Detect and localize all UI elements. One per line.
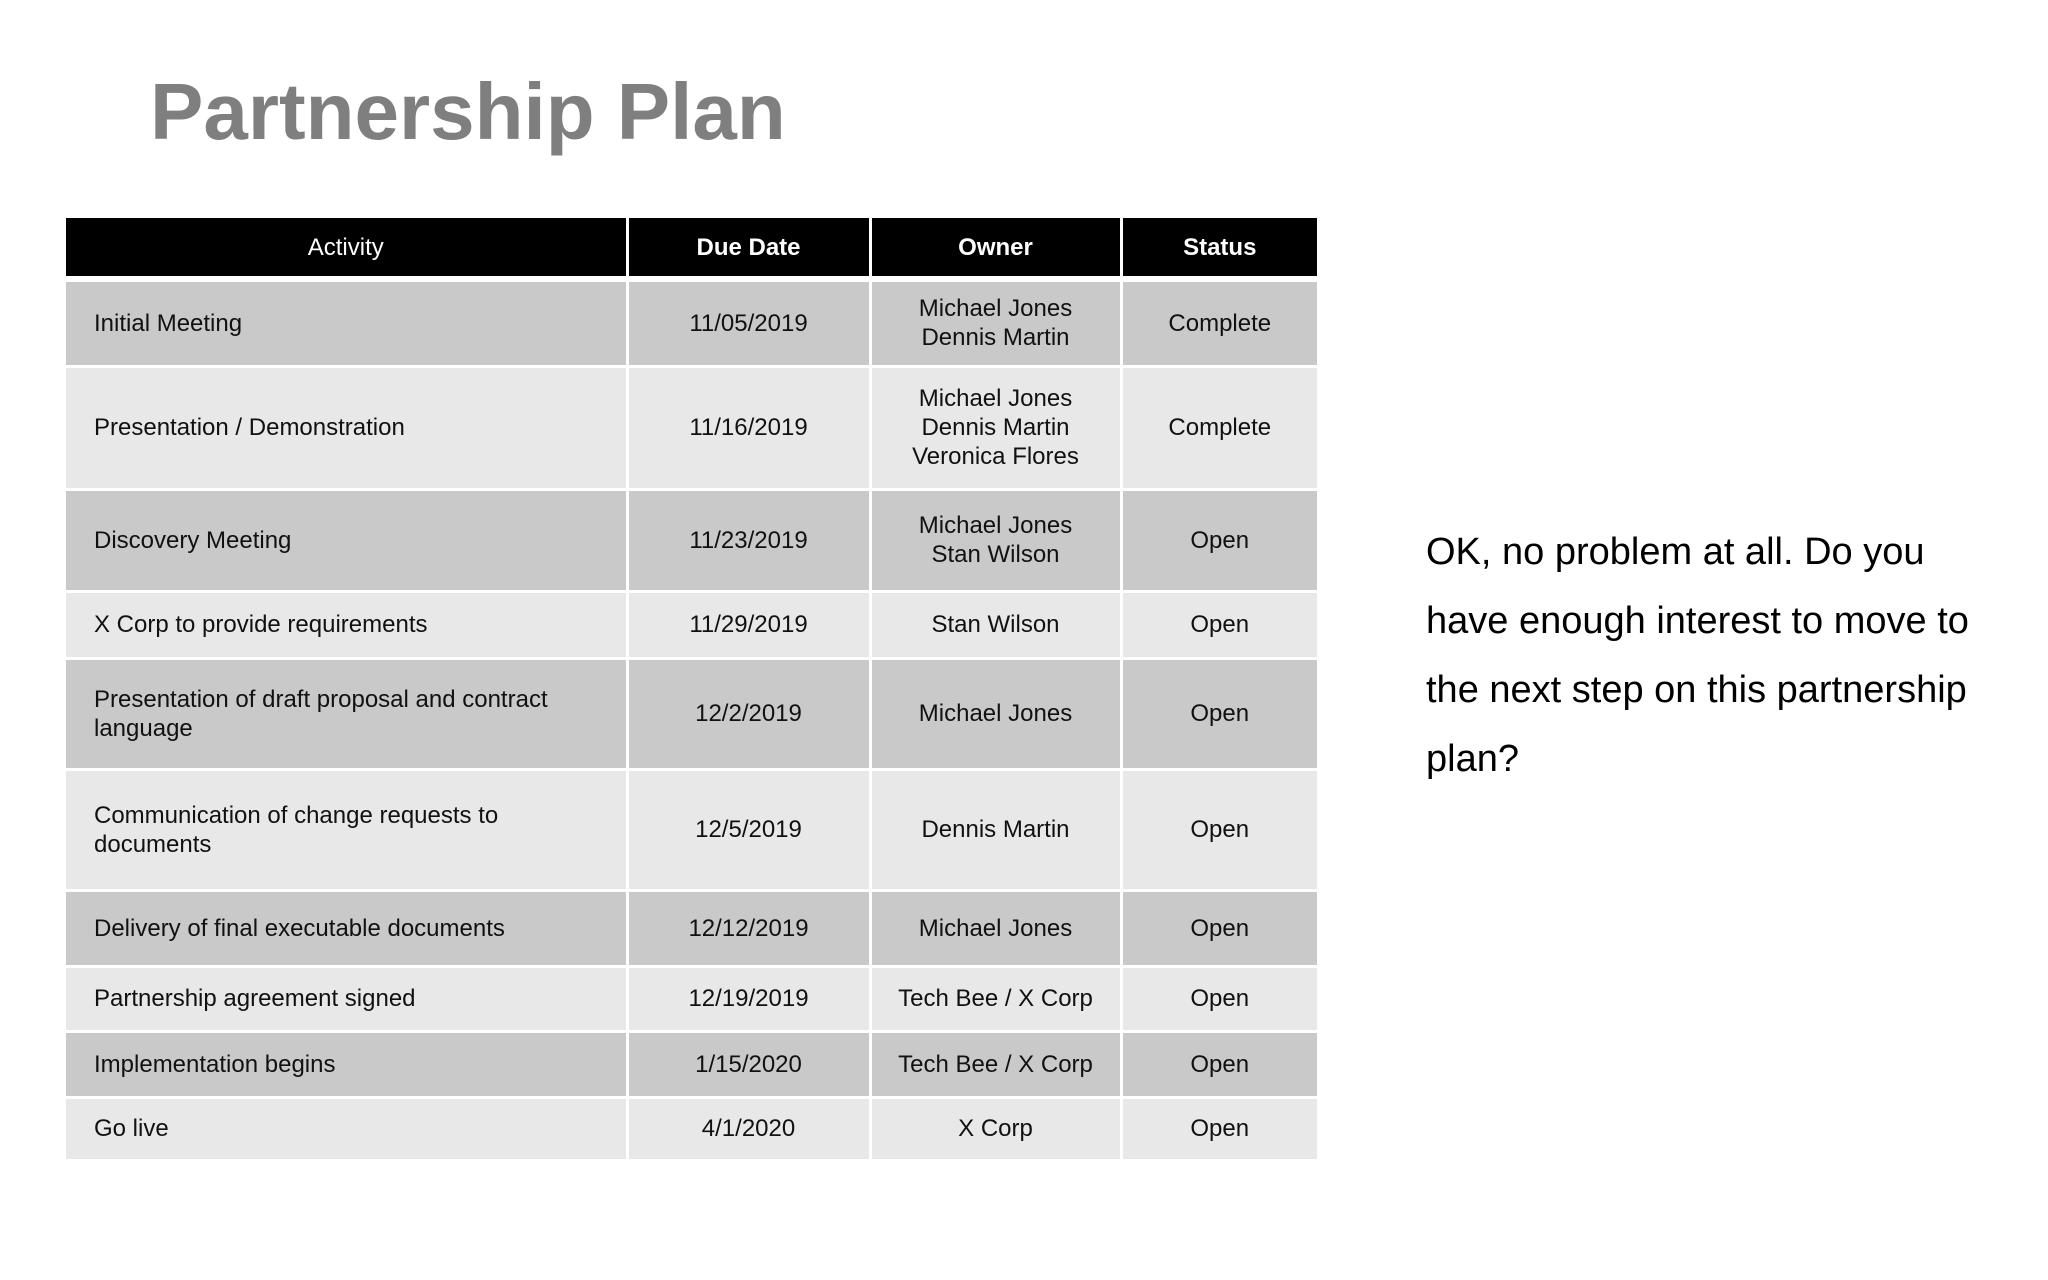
- due-date-cell: 12/2/2019: [627, 658, 870, 769]
- table-row: [66, 591, 1317, 658]
- table-row: [66, 966, 1317, 1031]
- owner-name: Tech Bee / X Corp: [898, 985, 1093, 1012]
- due-date-cell: 12/19/2019: [627, 966, 870, 1031]
- owner-name: Michael Jones: [918, 295, 1073, 323]
- activity-cell: Initial Meeting: [66, 279, 627, 366]
- table-row: [66, 890, 1317, 966]
- status-cell: Open: [1121, 591, 1317, 658]
- owner-name: X Corp: [958, 1115, 1033, 1142]
- owner-name: Michael Jones: [918, 914, 1073, 942]
- header-owner: Owner: [870, 218, 1121, 279]
- owner-cell: [870, 279, 1121, 366]
- header-due-date: Due Date: [627, 218, 870, 279]
- status-cell: Open: [1121, 769, 1317, 890]
- table-row: [66, 769, 1317, 890]
- owner-name: Dennis Martin: [921, 816, 1070, 843]
- table-body: [66, 279, 1317, 1160]
- owner-cell: [870, 489, 1121, 591]
- owner-name: Stan Wilson: [931, 541, 1060, 568]
- owner-name: Tech Bee / X Corp: [898, 1050, 1093, 1078]
- owner-name: Dennis Martin: [921, 414, 1070, 441]
- due-date-cell: 12/5/2019: [627, 769, 870, 890]
- speaker-prompt-text: OK, no problem at all. Do you have enough interest to move to the next step on this partnership plan?: [1426, 531, 1969, 780]
- table-row: [66, 366, 1317, 489]
- table-row: [66, 1097, 1317, 1160]
- owner-cell: [870, 1097, 1121, 1160]
- owner-name: Michael Jones: [918, 385, 1073, 412]
- owner-name: Stan Wilson: [931, 611, 1060, 638]
- activity-cell: Presentation / Demonstration: [66, 366, 627, 489]
- owner-cell: [870, 1031, 1121, 1097]
- status-cell: Open: [1121, 966, 1317, 1031]
- owner-name: Veronica Flores: [912, 443, 1079, 470]
- status-cell: Open: [1121, 890, 1317, 966]
- due-date-cell: 12/12/2019: [627, 890, 870, 966]
- header-status: Status: [1121, 218, 1317, 279]
- activity-cell: Discovery Meeting: [66, 489, 627, 591]
- owner-cell: [870, 658, 1121, 769]
- due-date-cell: 1/15/2020: [627, 1031, 870, 1097]
- owner-name: Michael Jones: [918, 512, 1073, 539]
- owner-name: Michael Jones: [918, 700, 1073, 727]
- due-date-cell: 11/29/2019: [627, 591, 870, 658]
- owner-cell: [870, 890, 1121, 966]
- status-cell: Complete: [1121, 366, 1317, 489]
- due-date-cell: 11/05/2019: [627, 279, 870, 366]
- owner-cell: [870, 966, 1121, 1031]
- activity-cell: Implementation begins: [66, 1031, 627, 1097]
- table-row: [66, 1031, 1317, 1097]
- partnership-plan-table: [66, 218, 1317, 1162]
- status-cell: Open: [1121, 489, 1317, 591]
- table-row: [66, 279, 1317, 366]
- table-row: [66, 489, 1317, 591]
- due-date-cell: 11/23/2019: [627, 489, 870, 591]
- activity-cell: Communication of change requests to documents: [66, 769, 627, 890]
- header-activity: Activity: [66, 218, 627, 279]
- status-cell: Open: [1121, 658, 1317, 769]
- activity-cell: Delivery of final executable documents: [66, 890, 627, 966]
- owner-cell: [870, 769, 1121, 890]
- status-cell: Complete: [1121, 279, 1317, 366]
- due-date-cell: 11/16/2019: [627, 366, 870, 489]
- owner-name: Dennis Martin: [921, 324, 1070, 352]
- slide-title: Partnership Plan: [150, 67, 786, 156]
- activity-cell: Partnership agreement signed: [66, 966, 627, 1031]
- table-header-row: [66, 218, 1317, 279]
- activity-cell: X Corp to provide requirements: [66, 591, 627, 658]
- due-date-cell: 4/1/2020: [627, 1097, 870, 1160]
- activity-cell: Go live: [66, 1097, 627, 1160]
- status-cell: Open: [1121, 1097, 1317, 1160]
- table-row: [66, 658, 1317, 769]
- owner-cell: [870, 366, 1121, 489]
- status-cell: Open: [1121, 1031, 1317, 1097]
- owner-cell: [870, 591, 1121, 658]
- activity-cell: Presentation of draft proposal and contract language: [66, 658, 627, 769]
